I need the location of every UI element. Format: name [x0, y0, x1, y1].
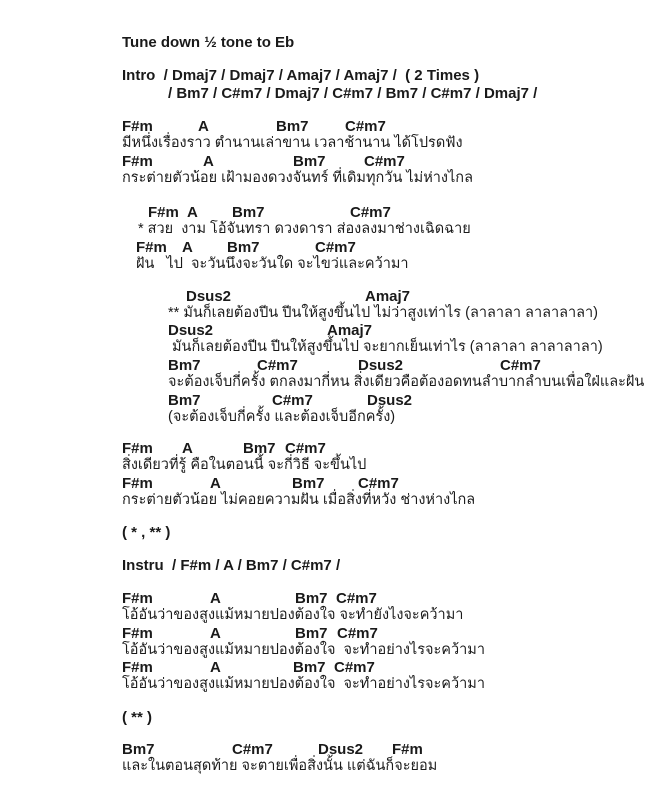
lyric-text: และในตอนสุดท้าย จะตายเพื่อสิ่งนั้น แต่ฉันก็จะยอม	[122, 758, 438, 774]
chord-text: C#m7	[500, 357, 541, 374]
verse2-lyric-line-2	[0, 491, 670, 510]
instru-chords-line	[0, 556, 670, 575]
ending-lyric-line	[0, 757, 670, 776]
chord-text: F#m	[148, 204, 179, 221]
lyric-text: * สวย งาม โอ้จันทรา ดวงดารา ส่องลงมาช่างเฉิดฉาย	[138, 221, 471, 237]
chord-text: C#m7	[350, 204, 391, 221]
chord-text: Bm7	[232, 204, 265, 221]
lyric-text: (จะต้องเจ็บกี่ครั้ง และต้องเจ็บอีกครั้ง)	[168, 409, 396, 425]
chorus-lyric-line-2	[0, 338, 670, 357]
chord-text: A	[210, 590, 221, 607]
chord-text: Bm7	[293, 153, 326, 170]
chord-text: F#m	[122, 659, 153, 676]
chord-text: Dsus2	[168, 322, 214, 339]
chord-text: F#m	[392, 741, 423, 758]
outro-lyric-line-1	[0, 606, 670, 625]
verse1-lyric-line-2	[0, 169, 670, 188]
chord-text: C#m7	[315, 239, 356, 256]
chord-text: Bm7	[276, 118, 309, 135]
intro-chords-line-2	[0, 84, 670, 103]
heading-text: Tune down ½ tone to Eb	[122, 34, 295, 51]
chord-text: F#m	[122, 590, 153, 607]
chord-text: Bm7	[227, 239, 260, 256]
chord-text: C#m7	[358, 475, 399, 492]
chord-text: C#m7	[336, 590, 377, 607]
chord-text: A	[210, 475, 221, 492]
chord-text: F#m	[122, 475, 153, 492]
chord-text: A	[210, 625, 221, 642]
chord-text: Bm7	[168, 392, 201, 409]
lyric-text: โอ้อันว่าของสูงแม้หมายปองต้องใจ จะทำอย่างไรจะคว้ามา	[122, 642, 485, 658]
lyric-text: ** มันก็เลยต้องปีน ปีนให้สูงขึ้นไป ไม่ว่าสูงเท่าไร (ลาลาลา ลาลาลาลา)	[168, 305, 598, 321]
chord-text: Dsus2	[318, 741, 364, 758]
intro-chords-line-1	[0, 66, 670, 85]
chord-text: Amaj7	[327, 322, 373, 339]
chord-text: Bm7	[168, 357, 201, 374]
chord-text: Bm7	[295, 625, 328, 642]
heading-text: ( ** )	[122, 709, 152, 726]
chord-text: C#m7	[285, 440, 326, 457]
chord-text: F#m	[122, 440, 153, 457]
chord-text: C#m7	[272, 392, 313, 409]
chord-text: F#m	[122, 118, 153, 135]
heading-text: ( * , ** )	[122, 524, 171, 541]
verse1-lyric-line-1	[0, 134, 670, 153]
lyric-text: ฝัน ไป จะวันนึงจะวันใด จะไขว่และคว้ามา	[136, 256, 409, 272]
chord-text: Bm7	[122, 741, 155, 758]
chord-text: A	[210, 659, 221, 676]
chorus-lyric-line-3	[0, 373, 670, 392]
chord-text: A	[203, 153, 214, 170]
outro-lyric-line-3	[0, 675, 670, 694]
chord-text: C#m7	[232, 741, 273, 758]
chorus-lyric-line-4	[0, 408, 670, 427]
lyric-text: โอ้อันว่าของสูงแม้หมายปองต้องใจ จะทำอย่างไรจะคว้ามา	[122, 676, 485, 692]
chord-text: Bm7	[243, 440, 276, 457]
chord-text: F#m	[136, 239, 167, 256]
chord-text: A	[198, 118, 209, 135]
lyric-text: กระต่ายตัวน้อย ไม่คอยความฝัน เมื่อสิ่งที่หวัง ช่างห่างไกล	[122, 492, 476, 508]
chord-text: C#m7	[337, 625, 378, 642]
star-section-lyric-line-1	[0, 220, 670, 239]
tuning-note	[0, 33, 670, 52]
repeat-marker-doublestar	[0, 708, 670, 727]
chord-text: Intro / Dmaj7 / Dmaj7 / Amaj7 / Amaj7 / ( 2 Times )	[122, 67, 480, 84]
chord-text: Instru / F#m / A / Bm7 / C#m7 /	[122, 557, 341, 574]
chord-text: Dsus2	[367, 392, 413, 409]
chord-text: Bm7	[295, 590, 328, 607]
lyric-text: มีหนึ่งเรื่องราว ตำนานเล่าขาน เวลาช้านาน ได้โปรดฟัง	[122, 135, 463, 151]
chord-text: Dsus2	[186, 288, 232, 305]
chord-text: C#m7	[334, 659, 375, 676]
chord-text: Bm7	[292, 475, 325, 492]
lyric-text: โอ้อันว่าของสูงแม้หมายปองต้องใจ จะทำยังไงจะคว้ามา	[122, 607, 464, 623]
chord-text: A	[182, 239, 193, 256]
chord-text: / Bm7 / C#m7 / Dmaj7 / C#m7 / Bm7 / C#m7 / Dmaj7 /	[168, 85, 538, 102]
chord-text: A	[182, 440, 193, 457]
lyric-text: สิ่งเดียวที่รู้ คือในตอนนี้ จะกี่วิธี จะขึ้นไป	[122, 457, 367, 473]
lyric-text: กระต่ายตัวน้อย เฝ้ามองดวงจันทร์ ที่เดิมทุกวัน ไม่ห่างไกล	[122, 170, 473, 186]
chord-text: Dsus2	[358, 357, 404, 374]
chord-text: Amaj7	[365, 288, 411, 305]
repeat-marker-star-doublestar	[0, 523, 670, 542]
chord-text: F#m	[122, 153, 153, 170]
chord-text: C#m7	[364, 153, 405, 170]
chord-text: C#m7	[257, 357, 298, 374]
chord-text: C#m7	[345, 118, 386, 135]
verse2-lyric-line-1	[0, 456, 670, 475]
star-section-lyric-line-2	[0, 255, 670, 274]
lyric-text: จะต้องเจ็บกี่ครั้ง ตกลงมากี่หน สิ่งเดียวคือต้องอดทนลำบากลำบนเพื่อใฝ่และฝัน	[168, 374, 645, 390]
chord-text: A	[187, 204, 198, 221]
chord-text: Bm7	[293, 659, 326, 676]
chord-text: F#m	[122, 625, 153, 642]
lyric-text: มันก็เลยต้องปีน ปีนให้สูงขึ้นไป จะยากเย็นเท่าไร (ลาลาลา ลาลาลาลา)	[172, 339, 603, 355]
